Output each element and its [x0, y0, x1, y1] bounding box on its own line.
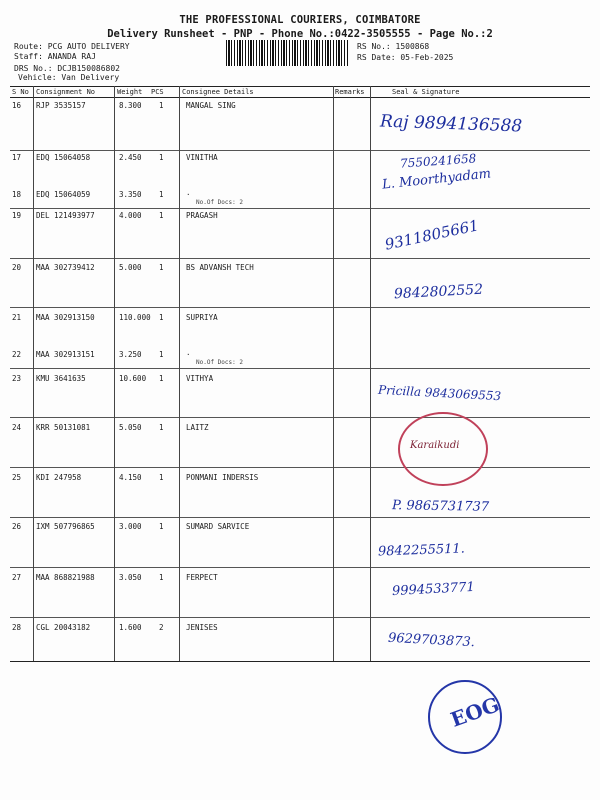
row-consignment: KMU 3641635	[36, 374, 86, 383]
signature: 9629703873.	[387, 630, 476, 651]
row-consignment: DEL 121493977	[36, 211, 95, 220]
staff-text: Staff: ANANDA RAJ	[14, 52, 96, 61]
col-header-seal: Seal & Signature	[392, 88, 460, 96]
row-pcs: 2	[159, 623, 164, 632]
row-pcs: 1	[159, 522, 164, 531]
row-weight: 2.450	[119, 153, 142, 162]
row-weight: 5.050	[119, 423, 142, 432]
row-consignee: .	[186, 188, 191, 197]
row-consignee: SUPRIYA	[186, 313, 218, 322]
row-pcs: 1	[159, 263, 164, 272]
row-pcs: 1	[159, 101, 164, 110]
row-weight: 4.000	[119, 211, 142, 220]
signature: L. Moorthyadam	[381, 166, 492, 193]
row-consignment: MAA 868821988	[36, 573, 95, 582]
row-weight: 10.600	[119, 374, 147, 383]
route-text: Route: PCG AUTO DELIVERY	[14, 42, 130, 51]
row-pcs: 1	[159, 473, 164, 482]
runsheet-title: Delivery Runsheet - PNP - Phone No.:0422-3505555 - Page No.:2	[107, 28, 493, 40]
row-consignee: PRAGASH	[186, 211, 218, 220]
signature: Raj 9894136588	[379, 111, 523, 137]
col-header-remarks: Remarks	[335, 88, 365, 96]
row-sno: 18	[12, 190, 22, 199]
row-pcs: 1	[159, 190, 164, 199]
row-rule	[10, 567, 590, 568]
row-sno: 16	[12, 101, 22, 110]
col-divider	[333, 86, 334, 661]
row-docs-count: No.Of Docs: 2	[196, 199, 243, 206]
signature: 9842255511.	[377, 541, 466, 560]
signature: 9994533771	[391, 579, 476, 600]
drs-number: DRS No.: DCJB150086802	[14, 64, 120, 73]
circular-stamp: EOG	[428, 680, 502, 754]
row-consignee: VITHYA	[186, 374, 214, 383]
row-weight: 4.150	[119, 473, 142, 482]
row-weight: 3.250	[119, 350, 142, 359]
row-consignment: RJP 3535157	[36, 101, 86, 110]
col-header-weight: Weight	[117, 88, 143, 96]
row-weight: 3.000	[119, 522, 142, 531]
row-sno: 20	[12, 263, 22, 272]
row-sno: 25	[12, 473, 22, 482]
row-pcs: 1	[159, 313, 164, 322]
signature: 9842802552	[393, 281, 484, 303]
col-divider	[370, 86, 371, 661]
row-consignment: MAA 302739412	[36, 263, 95, 272]
row-sno: 19	[12, 211, 22, 220]
row-rule	[10, 417, 590, 418]
company-stamp: Karaikudi	[398, 412, 488, 486]
col-header-consignment: Consignment No	[36, 88, 96, 96]
handwritten-phone: 7550241658	[399, 151, 477, 171]
table-bottom-rule	[10, 661, 590, 662]
row-rule	[10, 617, 590, 618]
row-sno: 28	[12, 623, 22, 632]
vehicle-text: Vehicle: Van Delivery	[18, 73, 120, 82]
row-sno: 22	[12, 350, 22, 359]
row-consignee: PONMANI INDERSIS	[186, 473, 259, 482]
row-consignee: FERPECT	[186, 573, 218, 582]
row-rule	[10, 368, 590, 369]
row-consignee: .	[186, 348, 191, 357]
col-header-pcs: PCS	[151, 88, 164, 96]
row-weight: 8.300	[119, 101, 142, 110]
row-consignee: LAITZ	[186, 423, 209, 432]
signature: Pricilla 9843069553	[377, 382, 502, 404]
row-sno: 26	[12, 522, 22, 531]
row-consignee: MANGAL SING	[186, 101, 236, 110]
row-consignment: EDQ 15064059	[36, 190, 91, 199]
row-pcs: 1	[159, 423, 164, 432]
signature: 9311805661	[383, 216, 481, 254]
row-weight: 110.000	[119, 313, 151, 322]
row-consignee: SUMARD SARVICE	[186, 522, 250, 531]
col-divider	[114, 86, 115, 661]
row-rule	[10, 307, 590, 308]
row-consignment: IXM 507796865	[36, 522, 95, 531]
table-top-rule	[10, 86, 590, 87]
row-consignment: KRR 50131081	[36, 423, 91, 432]
row-sno: 23	[12, 374, 22, 383]
row-consignment: EDQ 15064058	[36, 153, 91, 162]
row-pcs: 1	[159, 153, 164, 162]
header-rule	[10, 97, 590, 98]
row-sno: 24	[12, 423, 22, 432]
row-pcs: 1	[159, 350, 164, 359]
row-rule	[10, 517, 590, 518]
col-header-consignee: Consignee Details	[182, 88, 254, 96]
row-pcs: 1	[159, 211, 164, 220]
row-weight: 3.350	[119, 190, 142, 199]
row-consignment: CGL 20043182	[36, 623, 91, 632]
barcode	[226, 40, 348, 66]
row-rule	[10, 208, 590, 209]
row-consignment: KDI 247958	[36, 473, 82, 482]
rs-date: RS Date: 05-Feb-2025	[357, 53, 454, 62]
row-sno: 17	[12, 153, 22, 162]
row-sno: 21	[12, 313, 22, 322]
rs-number: RS No.: 1500868	[357, 42, 430, 51]
row-weight: 5.000	[119, 263, 142, 272]
col-header-sno: S No	[12, 88, 29, 96]
row-consignee: BS ADVANSH TECH	[186, 263, 254, 272]
row-pcs: 1	[159, 573, 164, 582]
row-docs-count: No.Of Docs: 2	[196, 359, 243, 366]
col-divider	[179, 86, 180, 661]
company-title: THE PROFESSIONAL COURIERS, COIMBATORE	[179, 14, 421, 26]
row-consignee: VINITHA	[186, 153, 218, 162]
signature: P. 9865731737	[391, 498, 490, 515]
row-pcs: 1	[159, 374, 164, 383]
row-sno: 27	[12, 573, 22, 582]
row-rule	[10, 150, 590, 151]
row-weight: 3.050	[119, 573, 142, 582]
row-consignee: JENISES	[186, 623, 218, 632]
row-consignment: MAA 302913150	[36, 313, 95, 322]
row-consignment: MAA 302913151	[36, 350, 95, 359]
row-weight: 1.600	[119, 623, 142, 632]
row-rule	[10, 258, 590, 259]
col-divider	[33, 86, 34, 661]
row-rule	[10, 467, 590, 468]
